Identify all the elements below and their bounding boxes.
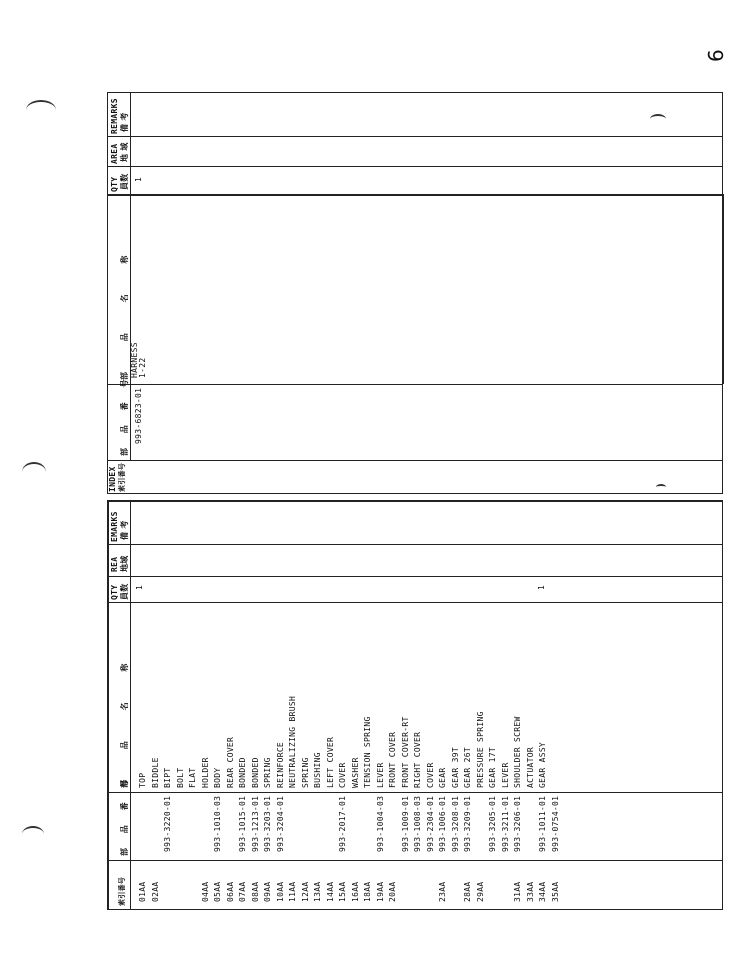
row-index: 19AA: [375, 881, 385, 902]
bottom-area-header: REA: [110, 556, 119, 572]
top-qty-value: 1: [134, 176, 143, 182]
row-part-name: FLAT: [188, 767, 197, 788]
top-remarks-header: REMARKS: [110, 98, 119, 134]
row-part-name: SPRING: [300, 757, 310, 788]
top-qty-header: QTY: [110, 176, 119, 192]
row-part-name: TOP: [138, 772, 147, 788]
row-part-name: NEUTRALIZING BRUSH: [288, 695, 297, 788]
row-part-number: 993-2017-01: [338, 795, 347, 852]
row-index: 09AA: [263, 881, 272, 902]
row-part-name: LEFT COVER: [325, 736, 335, 788]
row-part-name: REINFORCE: [275, 741, 285, 788]
row-part-number: 993-3204-01: [275, 795, 285, 852]
row-part-name: ACTUATOR: [525, 747, 535, 788]
row-part-name: HOLDER: [200, 757, 210, 788]
bottom-header-column: [130, 500, 131, 910]
row-part-number: 993-1011-01: [538, 795, 547, 852]
row-index: 16AA: [350, 881, 360, 902]
top-remarks-header-cjk: 備 考: [120, 112, 129, 132]
top-right-edge: [722, 194, 724, 384]
row-part-number: 993-1010-03: [213, 795, 222, 852]
row-index: 29AA: [475, 881, 485, 902]
row-part-name: FRONT COVER-RT: [400, 716, 410, 788]
row-part-number: 993-3220-01: [163, 795, 172, 852]
bottom-row-divider: [107, 602, 723, 603]
row-part-number: 993-1213-01: [250, 795, 260, 852]
row-part-name: BUSHING: [313, 752, 322, 788]
row-part-name: BONDED: [238, 757, 247, 788]
top-header-column: [130, 92, 131, 460]
top-row-divider: [107, 166, 723, 167]
top-index-header-cjk: 索引番号: [118, 462, 126, 492]
bottom-qty-header: QTY: [110, 584, 119, 600]
row-part-number: 993-1006-01: [438, 795, 447, 852]
row-part-number: 993-1015-01: [238, 795, 247, 852]
row-index: 31AA: [513, 881, 522, 902]
row-index: 15AA: [338, 881, 347, 902]
row-part-name: GEAR 26T: [463, 747, 472, 788]
row-index: 12AA: [300, 881, 310, 902]
row-part-name: BONDED: [250, 757, 260, 788]
bottom-remarks-header: EMARKS: [110, 511, 119, 542]
top-index-header: INDEX: [108, 466, 117, 492]
top-row-divider: [107, 460, 723, 461]
row-index: 07AA: [238, 881, 247, 902]
top-parts-table: [107, 92, 723, 494]
top-partno-header-cjk: 部 品 番 号: [120, 373, 129, 456]
scan-mark: [22, 826, 44, 842]
row-index: 04AA: [200, 881, 210, 902]
top-name-value-2: 1-22: [138, 357, 147, 378]
row-part-name: RIGHT COVER: [413, 731, 422, 788]
scan-mark: [656, 484, 666, 490]
row-part-name: WASHER: [350, 757, 360, 788]
row-part-name: BIDDLE: [150, 757, 160, 788]
top-name-value: HARNESS: [130, 342, 139, 378]
row-part-name: LEVER: [375, 762, 385, 788]
row-part-name: SPRING: [263, 757, 272, 788]
row-part-name: COVER: [425, 762, 435, 788]
bottom-qty-header-cjk: 員数: [120, 583, 129, 600]
row-part-name: COVER: [338, 762, 347, 788]
row-index: 11AA: [288, 881, 297, 902]
bottom-partno-header-cjk: 部 品 番 号: [120, 773, 129, 856]
top-area-header: AREA: [110, 143, 119, 164]
scan-mark: [22, 462, 46, 482]
row-part-number: 993-3206-01: [513, 795, 522, 852]
row-part-number: 993-3211-01: [500, 795, 510, 852]
row-index: 02AA: [150, 881, 160, 902]
row-part-name: BODY: [213, 767, 222, 788]
row-index: 35AA: [550, 881, 560, 902]
row-part-name: GEAR ASSY: [538, 741, 547, 788]
row-index: 33AA: [525, 881, 535, 902]
bottom-qty-value-2: 1: [537, 584, 546, 590]
row-index: 18AA: [363, 881, 372, 902]
bottom-area-header-cjk: 地域: [120, 555, 129, 572]
top-name-header-cjk: 部 品 名 称: [120, 241, 129, 380]
row-index: 34AA: [538, 881, 547, 902]
row-index: 01AA: [138, 881, 147, 902]
bottom-row-divider: [107, 860, 723, 861]
row-part-name: GEAR 17T: [488, 747, 497, 788]
row-part-number: 993-3203-01: [263, 795, 272, 852]
bottom-qty-value-1: 1: [135, 584, 144, 590]
top-area-header-cjk: 地 域: [120, 142, 129, 162]
row-part-name: PRESSURE SPRING: [475, 711, 485, 788]
corner-mark: 6: [704, 48, 728, 62]
row-part-name: BIPT: [163, 767, 172, 788]
row-part-name: TENSION SPRING: [363, 716, 372, 788]
scan-mark: [26, 100, 56, 120]
bottom-name-header-cjk: 部 品 名 称: [120, 649, 129, 788]
row-part-name: REAR COVER: [225, 736, 235, 788]
bottom-row-divider: [107, 576, 723, 577]
row-index: 08AA: [250, 881, 260, 902]
top-row-divider: [107, 136, 723, 137]
bottom-remarks-header-cjk: 備 考: [120, 520, 129, 540]
bottom-left-edge: [107, 500, 109, 910]
row-part-number: 993-1008-03: [413, 795, 422, 852]
row-part-name: SHOULDER SCREW: [513, 716, 522, 788]
row-part-number: 993-1004-03: [375, 795, 385, 852]
bottom-index-header-cjk: 索引番号: [118, 876, 126, 906]
row-index: 13AA: [313, 881, 322, 902]
row-part-number: 993-3209-01: [463, 795, 472, 852]
row-index: 14AA: [325, 881, 335, 902]
row-part-name: BOLT: [175, 767, 185, 788]
row-index: 05AA: [213, 881, 222, 902]
row-index: 20AA: [388, 881, 397, 902]
row-part-name: GEAR: [438, 767, 447, 788]
row-part-number: 993-1009-01: [400, 795, 410, 852]
row-index: 06AA: [225, 881, 235, 902]
bottom-row-divider: [107, 792, 723, 793]
row-part-name: LEVER: [500, 762, 510, 788]
row-part-number: 993-2304-01: [425, 795, 435, 852]
row-part-number: 993-3208-01: [450, 795, 460, 852]
row-index: 23AA: [438, 881, 447, 902]
row-index: 28AA: [463, 881, 472, 902]
top-qty-header-cjk: 員数: [120, 173, 129, 190]
row-part-name: FRONT COVER: [388, 731, 397, 788]
top-partno-value: 993-6823-01: [134, 387, 143, 444]
row-index: 10AA: [275, 881, 285, 902]
row-part-name: GEAR 39T: [450, 747, 460, 788]
bottom-row-divider: [107, 544, 723, 545]
top-row-divider: [107, 194, 723, 196]
row-part-number: 993-0754-01: [550, 795, 560, 852]
row-part-number: 993-3205-01: [488, 795, 497, 852]
top-row-divider: [107, 384, 723, 385]
